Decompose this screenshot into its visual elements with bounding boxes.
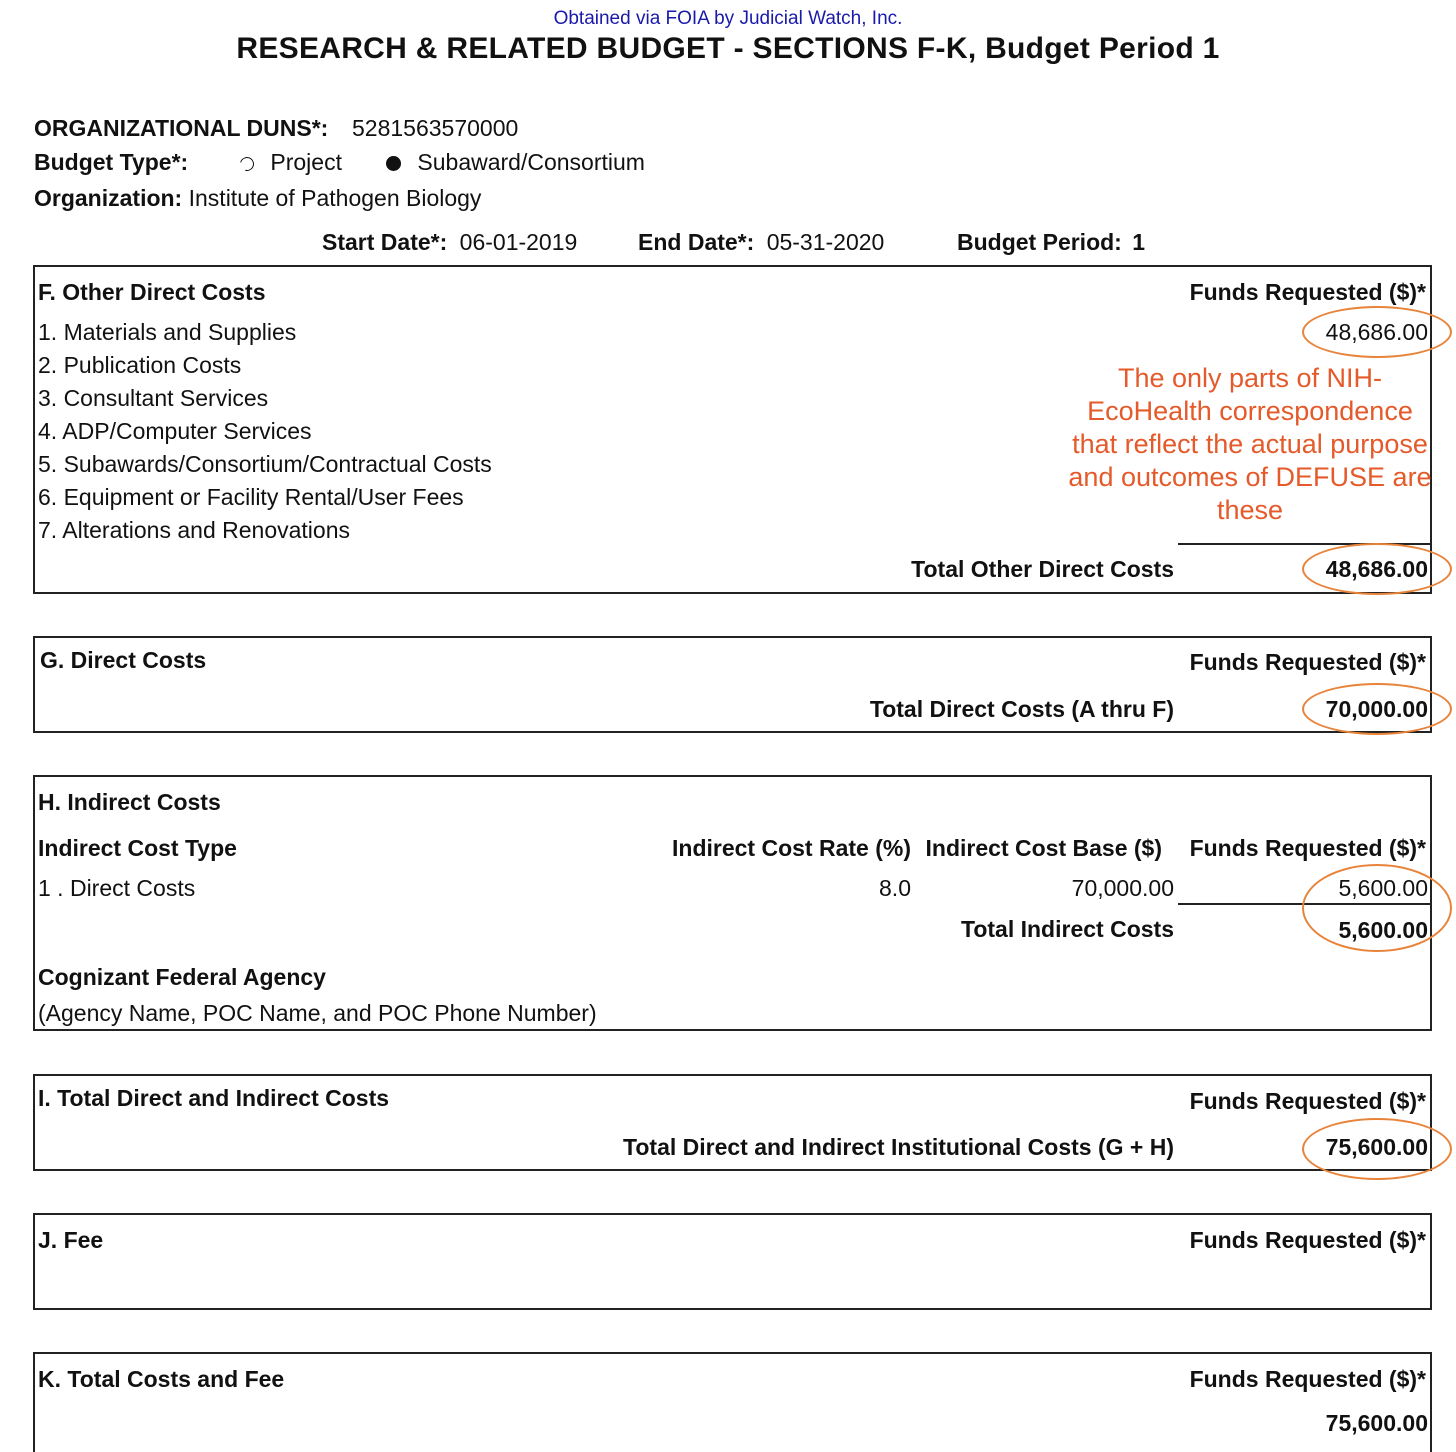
duns-label: ORGANIZATIONAL DUNS*:	[34, 115, 329, 141]
h-row-label: 1 . Direct Costs	[38, 875, 196, 901]
section-j-title: J. Fee	[38, 1227, 104, 1253]
highlight-circle-indirect	[1302, 864, 1452, 952]
foia-note: Obtained via FOIA by Judicial Watch, Inc.	[553, 8, 903, 29]
h-row-rate: 8.0	[879, 875, 911, 901]
end-date-value: 05-31-2020	[766, 229, 885, 255]
section-i-title: I. Total Direct and Indirect Costs	[38, 1085, 390, 1111]
k-total-value: 75,600.00	[1325, 1410, 1428, 1436]
i-total-label: Total Direct and Indirect Institutional Costs (G + H)	[623, 1134, 1174, 1160]
h-total-label: Total Indirect Costs	[961, 916, 1174, 942]
budget-type-project-label: Project	[270, 149, 342, 175]
organization-label: Organization:	[34, 185, 183, 211]
f-total-value: 48,686.00	[1325, 556, 1428, 582]
f-total-label: Total Other Direct Costs	[911, 556, 1174, 582]
h-col-funds: Funds Requested ($)*	[1189, 835, 1426, 861]
h-col-rate: Indirect Cost Rate (%)	[672, 835, 911, 861]
start-date-label: Start Date*:	[322, 229, 448, 255]
section-j-funds-header: Funds Requested ($)*	[1189, 1227, 1426, 1253]
budget-type-label: Budget Type*:	[34, 149, 189, 175]
f-item-3: 3. Consultant Services	[38, 385, 269, 411]
budget-period-label: Budget Period:	[957, 229, 1122, 255]
h-row-funds: 5,600.00	[1338, 875, 1428, 901]
h-col-base: Indirect Cost Base ($)	[925, 835, 1162, 861]
end-date	[638, 229, 884, 256]
highlight-circle-direct	[1302, 683, 1452, 735]
organization-line	[34, 185, 481, 212]
g-total-label: Total Direct Costs (A thru F)	[869, 696, 1174, 722]
budget-type-subaward[interactable]	[386, 149, 645, 176]
f-item-7: 7. Alterations and Renovations	[38, 517, 350, 543]
annotation-note: The only parts of NIH-EcoHealth correspondence that reflect the actual purpose and outcomes of DEFUSE are these	[1068, 363, 1432, 525]
h-agency-sub: (Agency Name, POC Name, and POC Phone Number)	[38, 1000, 597, 1026]
h-row-base: 70,000.00	[1071, 875, 1174, 901]
section-k-title: K. Total Costs and Fee	[38, 1366, 285, 1392]
start-date	[322, 229, 577, 256]
start-date-value: 06-01-2019	[459, 229, 578, 255]
h-agency-label: Cognizant Federal Agency	[38, 964, 326, 990]
section-g-funds-header: Funds Requested ($)*	[1189, 649, 1426, 675]
highlight-circle-total-institutional	[1302, 1118, 1452, 1180]
radio-selected-icon	[386, 156, 401, 171]
budget-period	[957, 229, 1145, 256]
section-f-funds-header: Funds Requested ($)*	[1189, 279, 1426, 305]
radio-empty-icon	[237, 154, 256, 173]
f-materials-value: 48,686.00	[1325, 319, 1428, 345]
section-i-funds-header: Funds Requested ($)*	[1189, 1088, 1426, 1114]
section-f-title: F. Other Direct Costs	[38, 279, 266, 305]
organization-value: Institute of Pathogen Biology	[188, 185, 482, 211]
f-item-5: 5. Subawards/Consortium/Contractual Costs	[38, 451, 492, 477]
highlight-circle-total-other	[1302, 543, 1452, 595]
f-item-4: 4. ADP/Computer Services	[38, 418, 312, 444]
end-date-label: End Date*:	[638, 229, 755, 255]
f-item-1: 1. Materials and Supplies	[38, 319, 297, 345]
section-h-title: H. Indirect Costs	[38, 789, 221, 815]
budget-type-subaward-label: Subaward/Consortium	[417, 149, 645, 175]
section-g-title: G. Direct Costs	[40, 647, 207, 673]
i-total-value: 75,600.00	[1325, 1134, 1428, 1160]
budget-type-project[interactable]	[240, 149, 342, 176]
g-total-value: 70,000.00	[1325, 696, 1428, 722]
highlight-circle-materials	[1302, 306, 1452, 358]
f-item-6: 6. Equipment or Facility Rental/User Fees	[38, 484, 464, 510]
budget-period-value: 1	[1132, 229, 1146, 255]
duns-value: 5281563570000	[352, 115, 519, 141]
h-col-type: Indirect Cost Type	[38, 835, 237, 861]
f-item-2: 2. Publication Costs	[38, 352, 242, 378]
section-k-funds-header: Funds Requested ($)*	[1189, 1366, 1426, 1392]
page-title: RESEARCH & RELATED BUDGET - SECTIONS F-K, Budget Period 1	[236, 32, 1220, 65]
h-total-value: 5,600.00	[1338, 917, 1428, 943]
